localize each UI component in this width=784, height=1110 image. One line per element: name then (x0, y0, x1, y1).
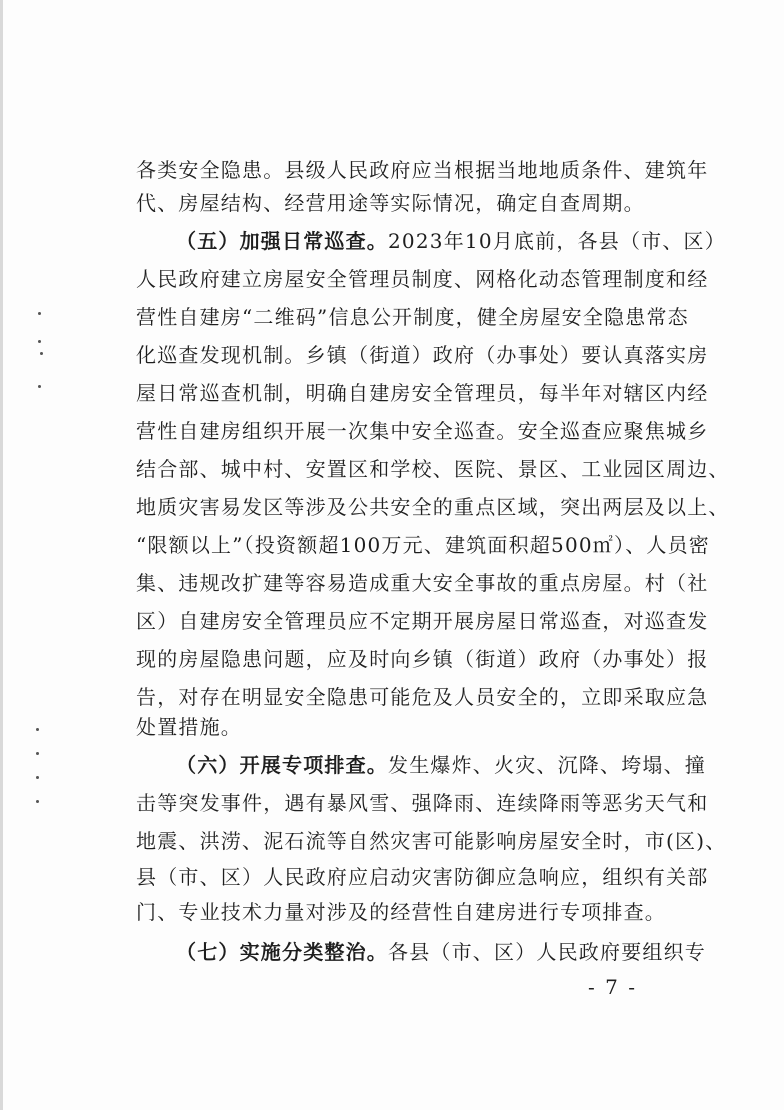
body-line: 营性自建房“二维码”信息公开制度，健全房屋安全隐患常态 (136, 305, 689, 329)
body-line: 现的房屋隐患问题，应及时向乡镇（街道）政府（办事处）报 (136, 647, 709, 671)
section-6-first-line-text: 发生爆炸、火灾、沉降、垮塌、撞 (388, 753, 706, 777)
scan-speck (40, 352, 43, 355)
section-5-first-line (176, 226, 726, 256)
scan-speck (38, 312, 41, 315)
section-7-first-line (176, 937, 706, 967)
body-line: 县（市、区）人民政府应启动灾害防御应急响应，组织有关部 (136, 865, 709, 889)
body-line: 人民政府建立房屋安全管理员制度、网格化动态管理制度和经 (136, 267, 709, 291)
body-line: 地震、洪涝、泥石流等自然灾害可能影响房屋安全时，市(区)、 (136, 829, 727, 853)
scan-speck (38, 385, 41, 388)
body-line: 化巡查发现机制。乡镇（街道）政府（办事处）要认真落实房 (136, 343, 709, 367)
scan-speck (36, 776, 39, 779)
body-line: 地质灾害易发区等涉及公共安全的重点区域，突出两层及以上、 (136, 495, 730, 519)
body-line: 营性自建房组织开展一次集中安全巡查。安全巡查应聚焦城乡 (136, 419, 709, 443)
section-6-first-line (176, 750, 706, 780)
body-line: 各类安全隐患。县级人民政府应当根据当地地质条件、建筑年 (136, 158, 709, 182)
section-5-heading: （五）加强日常巡查。 (176, 229, 388, 253)
body-line: 击等突发事件，遇有暴风雪、强降雨、连续降雨等恶劣天气和 (136, 791, 709, 815)
body-line: 屋日常巡查机制，明确自建房安全管理员，每半年对辖区内经 (136, 381, 709, 405)
section-7-heading: （七）实施分类整治。 (176, 940, 388, 964)
scan-speck (36, 752, 39, 755)
body-line: 门、专业技术力量对涉及的经营性自建房进行专项排查。 (136, 900, 666, 924)
section-7-first-line-text: 各县（市、区）人民政府要组织专 (388, 940, 706, 964)
section-5-first-line-text: 2023年10月底前，各县（市、区） (388, 229, 726, 253)
section-6-heading: （六）开展专项排查。 (176, 753, 388, 777)
body-line: 区）自建房安全管理员应不定期开展房屋日常巡查，对巡查发 (136, 609, 709, 633)
scan-speck (36, 728, 39, 731)
body-line: “限额以上”（投资额超100万元、建筑面积超500㎡）、人员密 (136, 533, 710, 557)
page-number: - 7 - (588, 975, 637, 999)
body-line: 集、违规改扩建等容易造成重大安全事故的重点房屋。村（社 (136, 571, 709, 595)
body-line: 代、房屋结构、经营用途等实际情况，确定自查周期。 (136, 191, 645, 215)
scan-speck (36, 800, 39, 803)
body-line: 结合部、城中村、安置区和学校、医院、景区、工业园区周边、 (136, 457, 730, 481)
body-line: 处置措施。 (136, 715, 242, 739)
scan-speck (38, 340, 41, 343)
scan-edge (0, 0, 3, 1110)
body-line: 告，对存在明显安全隐患可能危及人员安全的，立即采取应急 (136, 685, 709, 709)
